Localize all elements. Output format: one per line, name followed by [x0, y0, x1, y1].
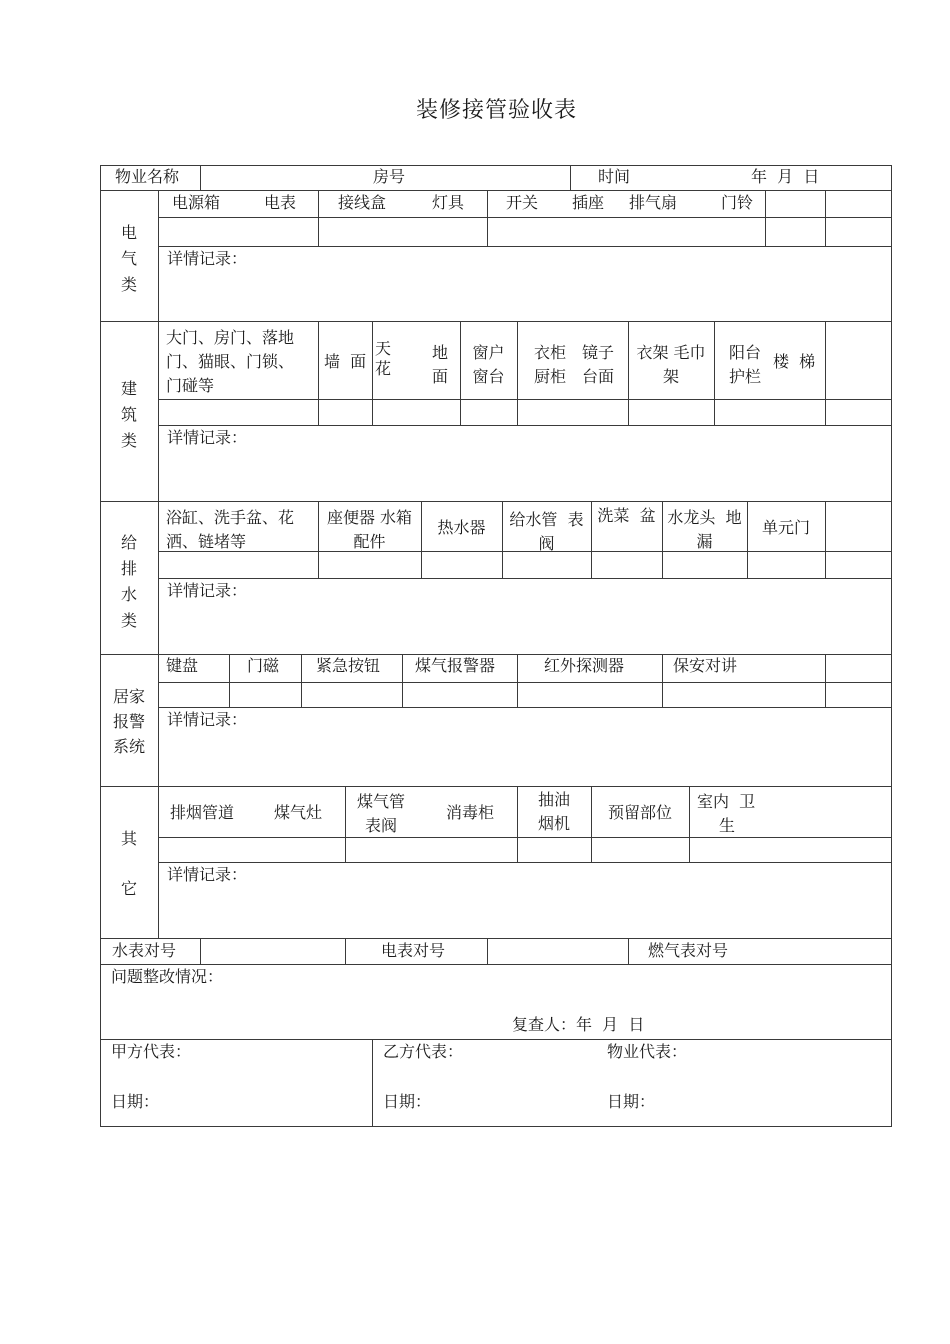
plumbing-category: 给 排 水 类	[120, 533, 137, 630]
section-line	[100, 786, 892, 787]
item-exhaust-fan: 排气扇	[629, 193, 678, 212]
item-gas-stove: 煤气灶	[274, 803, 323, 822]
electrical-divider	[765, 190, 766, 246]
signature-divider	[372, 1039, 373, 1127]
item-junction-box: 接线盒	[338, 193, 387, 212]
item-switch: 开关	[506, 193, 539, 212]
item-keypad: 键盘	[166, 656, 199, 675]
section-line	[100, 938, 892, 939]
item-disinfection-cabinet: 消毒柜	[446, 803, 495, 822]
header-row-line	[100, 190, 892, 191]
meters-line	[100, 964, 892, 965]
item-water-pipe: 给水管 表 阀	[509, 510, 584, 553]
other-line	[158, 862, 892, 863]
item-sink: 洗菜 盆	[597, 506, 656, 525]
reviewer-date: 复查人：年 月 日	[512, 1015, 645, 1034]
item-faucet: 水龙头 地 漏	[667, 508, 742, 551]
rectification-line	[100, 1039, 892, 1040]
plumbing-divider	[747, 501, 748, 578]
item-water-heater: 热水器	[437, 518, 486, 537]
other-divider	[591, 786, 592, 862]
header-date-placeholder: 年 月 日	[751, 167, 820, 186]
building-detail-label: 详情记录：	[167, 428, 248, 447]
alarm-divider	[517, 654, 518, 707]
party-a-date: 日期：	[111, 1092, 160, 1111]
building-category: 建 筑 类	[120, 379, 137, 450]
electrical-divider	[318, 190, 319, 246]
electrical-divider	[825, 190, 826, 246]
item-cabinet: 衣柜 厨柜	[534, 343, 567, 386]
electrical-divider	[487, 190, 488, 246]
other-category: 其 它	[120, 829, 137, 898]
meters-divider	[487, 938, 488, 964]
gas-meter-label: 燃气表对号	[648, 941, 729, 960]
item-gas-valve: 煤气管 表阀	[357, 792, 406, 835]
item-socket: 插座	[572, 193, 605, 212]
border-bottom	[100, 1126, 892, 1127]
item-security-intercom: 保安对讲	[673, 656, 738, 675]
building-line	[158, 425, 892, 426]
alarm-divider	[229, 654, 230, 707]
section-line	[100, 501, 892, 502]
item-door-magnet: 门磁	[247, 656, 280, 675]
electrical-detail-label: 详情记录：	[167, 249, 248, 268]
party-b-date: 日期：	[383, 1092, 432, 1111]
other-divider	[689, 786, 690, 862]
item-toilet: 座便器 水箱 配件	[326, 508, 413, 551]
meters-divider	[628, 938, 629, 964]
building-divider	[714, 321, 715, 425]
item-range-hood: 抽油 烟机	[537, 790, 570, 833]
property-date: 日期：	[607, 1092, 656, 1111]
alarm-divider	[402, 654, 403, 707]
plumbing-line	[158, 578, 892, 579]
alarm-line	[158, 682, 892, 683]
item-ceiling: 天 花	[375, 339, 392, 378]
building-divider	[825, 321, 826, 425]
item-infrared-detector: 红外探测器	[544, 656, 625, 675]
electrical-category: 电 气 类	[120, 223, 137, 294]
item-balcony: 阳台 护栏	[729, 343, 762, 386]
rectification-label: 问题整改情况：	[111, 967, 224, 986]
border-left	[100, 165, 101, 1127]
item-reserved-area: 预留部位	[607, 803, 672, 822]
alarm-detail-label: 详情记录：	[167, 710, 248, 729]
plumbing-divider	[421, 501, 422, 578]
header-divider	[570, 165, 571, 190]
item-doorbell: 门铃	[721, 193, 754, 212]
item-wall: 墙 面	[324, 352, 367, 371]
building-divider	[517, 321, 518, 425]
meters-divider	[345, 938, 346, 964]
alarm-line	[158, 707, 892, 708]
alarm-divider	[662, 654, 663, 707]
category-column-line	[158, 190, 159, 938]
alarm-divider	[825, 654, 826, 707]
item-unit-door: 单元门	[761, 518, 810, 537]
item-distribution-box: 电源箱	[172, 193, 221, 212]
party-a-representative: 甲方代表：	[111, 1042, 192, 1061]
alarm-divider	[301, 654, 302, 707]
item-floor: 地 面	[432, 343, 449, 386]
water-meter-label: 水表对号	[112, 941, 177, 960]
meters-divider	[200, 938, 201, 964]
electrical-line	[158, 246, 892, 247]
party-b-representative: 乙方代表：	[383, 1042, 464, 1061]
item-gas-alarm: 煤气报警器	[415, 656, 496, 675]
border-top	[100, 165, 892, 166]
other-detail-label: 详情记录：	[167, 865, 248, 884]
plumbing-detail-label: 详情记录：	[167, 581, 248, 600]
item-mirror: 镜子 台面	[582, 343, 615, 386]
border-right	[891, 165, 892, 1127]
electrical-line	[158, 217, 892, 218]
item-stairs: 楼 梯	[773, 352, 816, 371]
item-emergency-button: 紧急按钮	[316, 656, 381, 675]
item-bath: 浴缸、洗手盆、花 洒、链堵等	[166, 508, 295, 551]
item-exhaust-pipe: 排烟管道	[170, 803, 235, 822]
item-window: 窗户 窗台	[472, 343, 505, 386]
other-line	[158, 837, 892, 838]
section-line	[100, 654, 892, 655]
item-bathroom: 室内 卫 生	[697, 792, 756, 835]
building-line	[158, 399, 892, 400]
building-divider	[372, 321, 373, 425]
item-lamps: 灯具	[432, 193, 465, 212]
form-title: 装修接管验收表	[415, 98, 577, 123]
electric-meter-label: 电表对号	[381, 941, 446, 960]
header-divider	[200, 165, 201, 190]
other-divider	[345, 786, 346, 862]
time-label: 时间	[598, 167, 631, 186]
property-representative: 物业代表：	[607, 1042, 688, 1061]
plumbing-divider	[825, 501, 826, 578]
item-electric-meter: 电表	[264, 193, 297, 212]
alarm-category: 居家 报警 系统	[112, 687, 145, 756]
item-doors: 大门、房门、落地 门、猫眼、门锁、 门碰等	[166, 328, 295, 395]
section-line	[100, 321, 892, 322]
item-rack: 衣架 毛巾 架	[636, 343, 706, 386]
room-number-label: 房号	[373, 167, 406, 186]
property-name-label: 物业名称	[115, 167, 180, 186]
building-divider	[318, 321, 319, 425]
